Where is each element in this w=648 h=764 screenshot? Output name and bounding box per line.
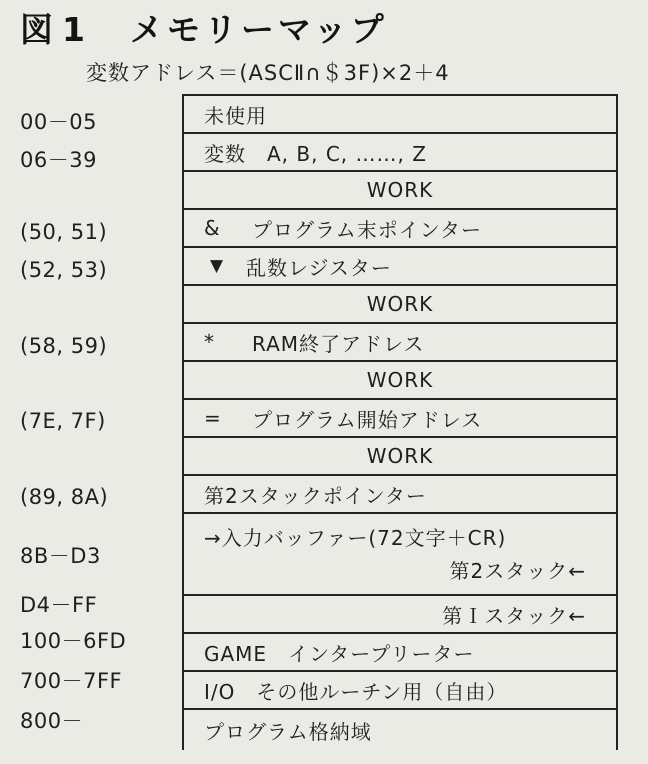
address-label: (50, 51) xyxy=(20,220,108,244)
address-label: 06－39 xyxy=(20,148,97,172)
second-stack-label: 第2スタック← xyxy=(449,559,586,583)
map-row-work: WORK xyxy=(184,438,616,476)
address-label: 100－6FD xyxy=(20,629,127,653)
map-row-ram-end-address: * RAM終了アドレス xyxy=(184,324,616,362)
map-row-program-end-pointer: & プログラム末ポインター xyxy=(184,210,616,248)
ampersand-symbol: & xyxy=(204,216,221,240)
address-label: (52, 53) xyxy=(20,258,108,282)
map-row-second-stack-pointer: 第2スタックポインター xyxy=(184,476,616,514)
map-row-input-buffer xyxy=(184,514,616,596)
equals-symbol: = xyxy=(204,406,222,430)
variable-address-formula: 変数アドレス＝(ASCⅡ∩＄3F)×2＋4 xyxy=(86,61,450,85)
figure-number: 1 xyxy=(62,10,86,49)
address-label: (7E, 7F) xyxy=(20,409,106,433)
map-row-game-interpreter: GAME インタープリーター xyxy=(184,634,616,672)
figure-label: 図 xyxy=(20,10,54,49)
map-row-random-register: ▼ 乱数レジスター xyxy=(184,248,616,286)
address-label: 8B－D3 xyxy=(20,544,101,568)
memory-map-table xyxy=(182,94,618,750)
input-buffer-label: →入力バッファー(72文字＋CR) xyxy=(204,526,507,550)
map-row-first-stack: 第Ｉスタック← xyxy=(184,596,616,634)
address-label: 800－ xyxy=(20,709,84,733)
address-label: 700－7FF xyxy=(20,669,123,693)
address-label: 00－05 xyxy=(20,110,97,134)
asterisk-symbol: * xyxy=(204,330,215,354)
map-row-work: WORK xyxy=(184,172,616,210)
map-row-work: WORK xyxy=(184,286,616,324)
address-label: (89, 8A) xyxy=(20,485,109,509)
map-row-unused: 未使用 xyxy=(184,96,616,134)
map-row-program-storage: プログラム格納域 xyxy=(204,719,372,744)
map-row-program-start-address: = プログラム開始アドレス xyxy=(184,400,616,438)
figure-title xyxy=(20,4,388,51)
address-label: D4－FF xyxy=(20,593,98,617)
figure-name: メモリーマップ xyxy=(129,10,388,49)
address-label: (58, 59) xyxy=(20,334,108,358)
map-row-work: WORK xyxy=(184,362,616,400)
down-triangle-symbol: ▼ xyxy=(210,256,225,276)
map-row-variables: 変数 A, B, C, ……, Z xyxy=(184,134,616,172)
map-row-io-routines: I/O その他ルーチン用（自由） xyxy=(184,672,616,710)
